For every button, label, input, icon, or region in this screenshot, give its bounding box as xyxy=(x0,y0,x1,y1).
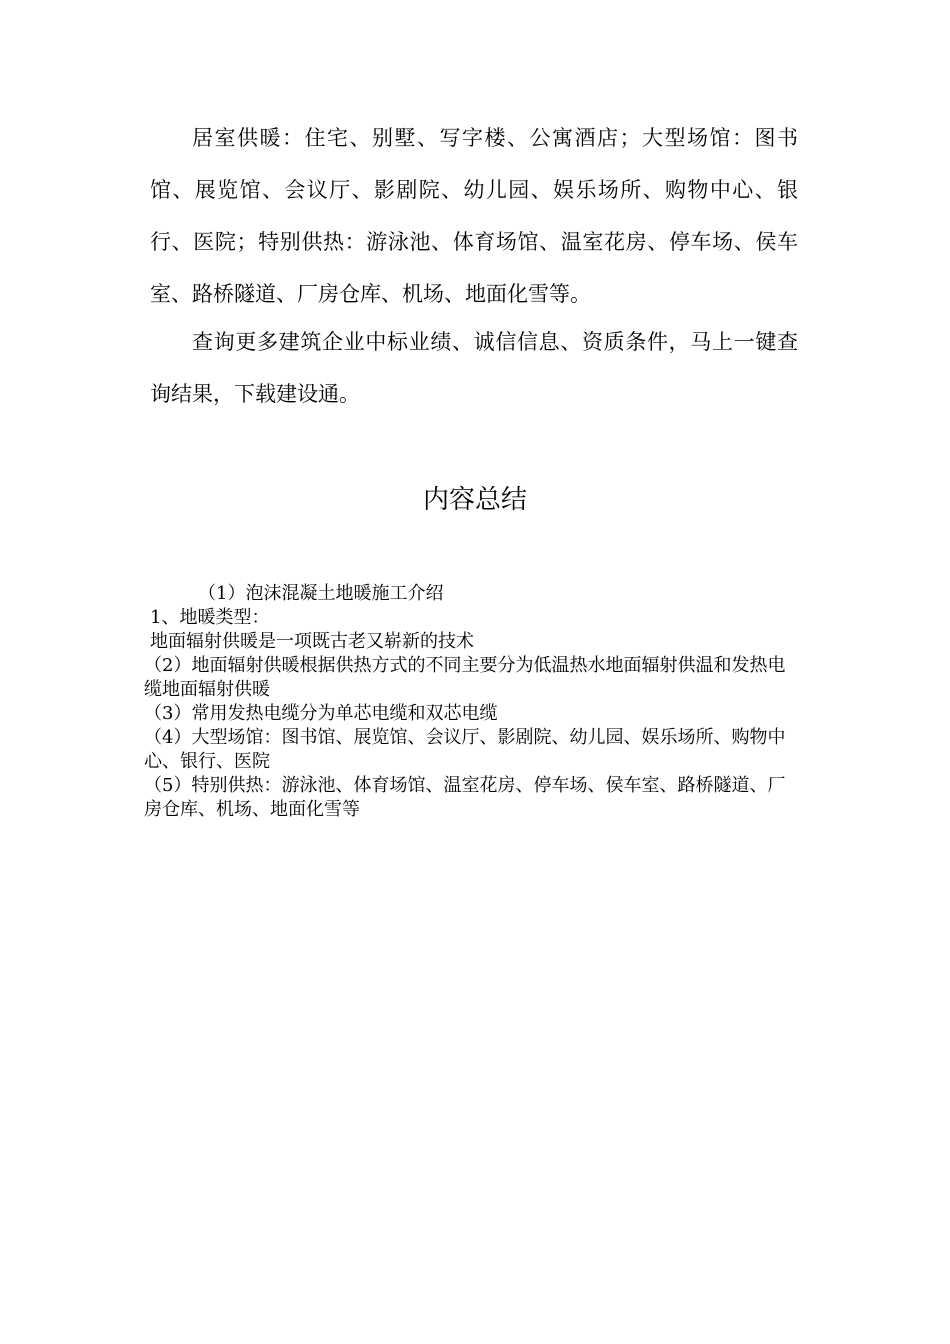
summary-line: （5）特别供热：游泳池、体育场馆、温室花房、停车场、侯车室、路桥隧道、厂房仓库、机场、地面化雪等 xyxy=(144,775,786,820)
summary-line: （4）大型场馆：图书馆、展览馆、会议厅、影剧院、幼儿园、娱乐场所、购物中心、银行、医院 xyxy=(144,727,786,772)
body-paragraph-query-info: 查询更多建筑企业中标业绩、诚信信息、资质条件，马上一键查询结果，下载建设通。 xyxy=(150,330,798,406)
summary-line: 1、地暖类型： xyxy=(150,607,270,628)
summary-title: 内容总结 xyxy=(422,485,527,515)
summary-line: （1）泡沫混凝土地暖施工介绍 xyxy=(198,583,444,604)
summary-list xyxy=(144,582,800,822)
summary-line: （3）常用发热电缆分为单芯电缆和双芯电缆 xyxy=(144,703,498,724)
summary-line: 地面辐射供暖是一项既古老又崭新的技术 xyxy=(150,631,474,652)
body-paragraph-heating-uses: 居室供暖：住宅、别墅、写字楼、公寓酒店；大型场馆：图书馆、展览馆、会议厅、影剧院、幼儿园、娱乐场所、购物中心、银行、医院；特别供热：游泳池、体育场馆、温室花房、停车场、侯车室、路桥隧道、厂房仓库、机场、地面化雪等。 xyxy=(150,126,798,306)
summary-line: （2）地面辐射供暖根据供热方式的不同主要分为低温热水地面辐射供温和发热电缆地面辐射供暖 xyxy=(144,655,786,700)
